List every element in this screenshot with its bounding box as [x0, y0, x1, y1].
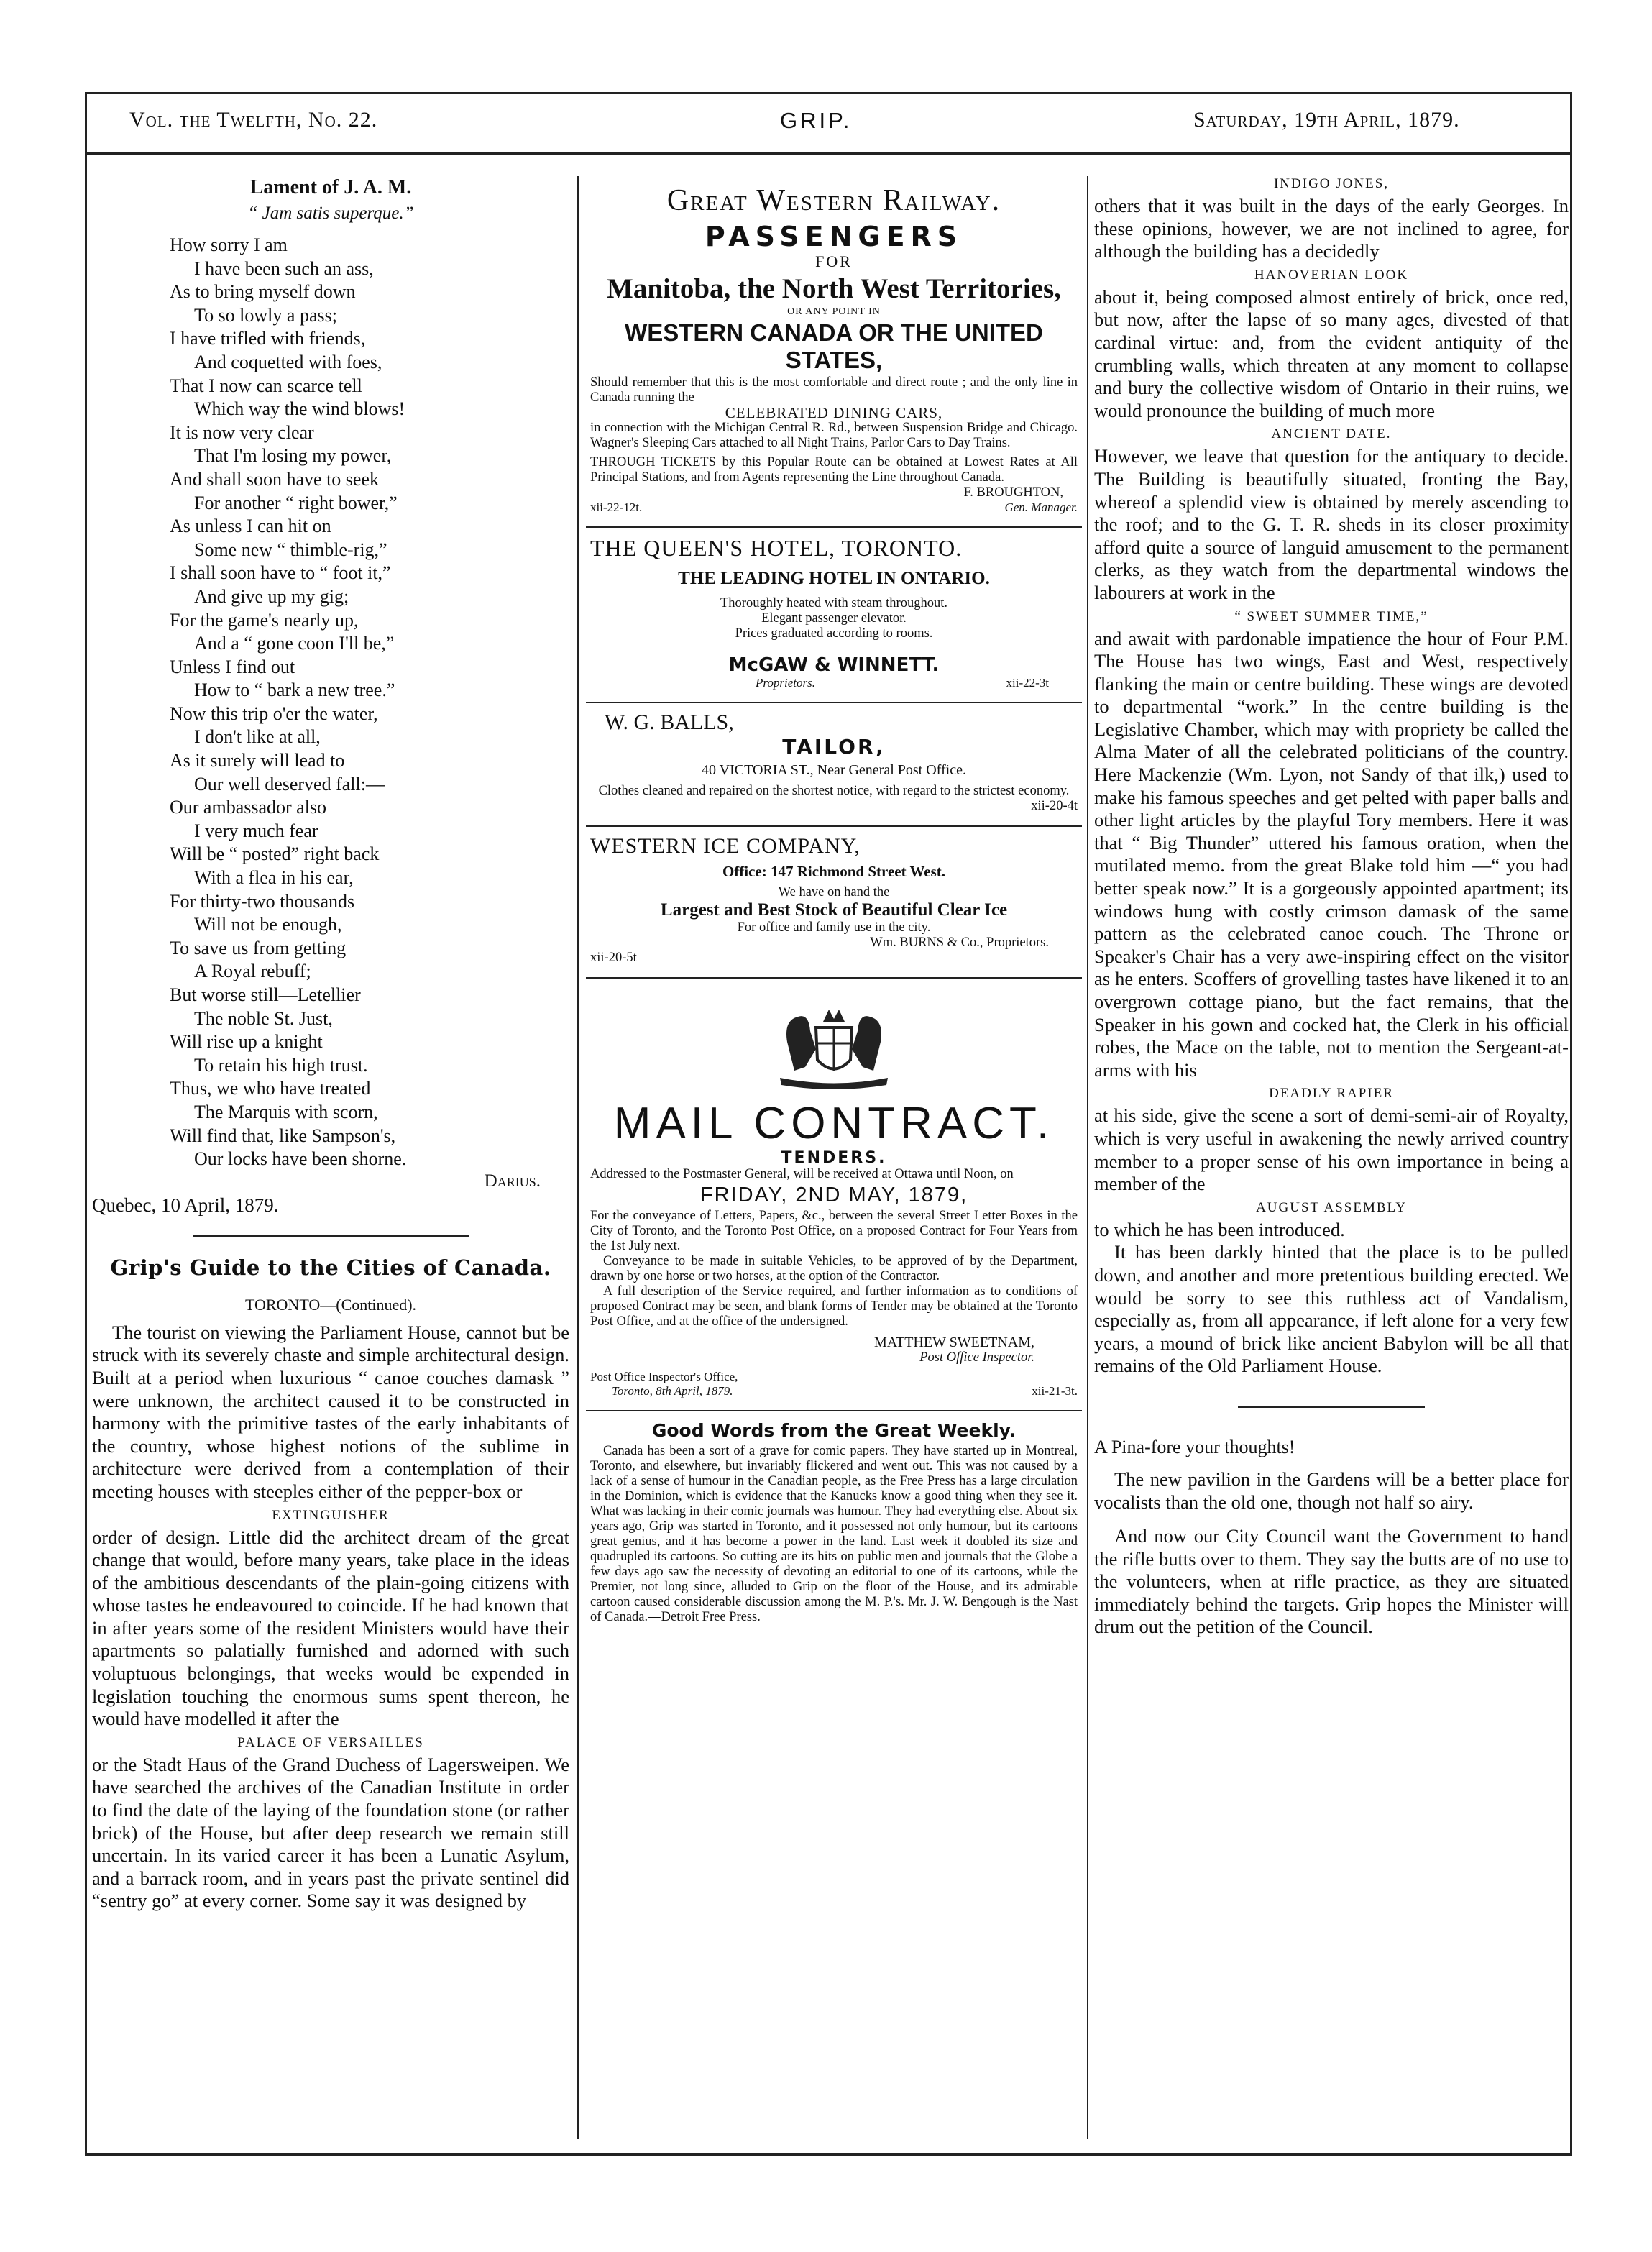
ad-balls-tailor	[586, 703, 1082, 827]
paragraph-1: others that it was built in the days of the early Georges. In these opinions, however, we are not inclined to agree, for although the building has a decidedly	[1094, 195, 1569, 262]
ice-office: Office: 147 Richmond Street West.	[722, 863, 946, 880]
gw-dining-cars: CELEBRATED DINING CARS,	[725, 404, 943, 421]
poem-body	[92, 234, 569, 1171]
ice-have: We have on hand the	[778, 885, 890, 900]
caps-sweet-summer: “ SWEET SUMMER TIME,”	[1234, 608, 1428, 624]
poem-line: To so lowly a pass;	[194, 304, 337, 326]
good-words-title: Good Words from the Great Weekly.	[651, 1420, 1017, 1441]
note-title: A Pina-fore your thoughts!	[1094, 1436, 1295, 1457]
caps-august-assembly: AUGUST ASSEMBLY	[1256, 1199, 1407, 1215]
caps-ancient: ANCIENT DATE.	[1271, 426, 1392, 442]
paragraph-7: It has been darkly hinted that the place is to be pulled down, and another and more pretentious building erected. We would be sorry to see this ruthless act of Vandalism, especially as, from all appearance, if left alone for a very few years, a mound of brick like ancient Babylon will be all that remains of the Old Parliament House.	[1094, 1241, 1569, 1377]
mail-paragraph-2: For the conveyance of Letters, Papers, &c., between the several Street Letter Boxes in the City of Toronto, and the Toronto Post Office, on a proposed Contract for Four Years from the 1st July next.	[590, 1209, 1078, 1253]
poem-line: Will find that, like Sampson's,	[170, 1125, 396, 1146]
mail-role: Post Office Inspector.	[919, 1350, 1034, 1365]
mail-footer	[590, 1370, 1078, 1384]
frame-right	[1570, 92, 1572, 2156]
mail-paragraph-1: Addressed to the Postmaster General, will be received at Ottawa until Noon, on	[590, 1167, 1014, 1181]
hotel-leading: THE LEADING HOTEL IN ONTARIO.	[678, 569, 990, 588]
column-advertisements	[586, 176, 1082, 2139]
mail-contract-title: MAIL CONTRACT.	[613, 1099, 1055, 1148]
gw-footer	[590, 500, 1078, 515]
hotel-code: xii-22-3t	[1006, 676, 1049, 690]
mail-paragraph-3: Conveyance to be made in suitable Vehicles, to be approved of by the Department, drawn by one horse or two horses, at the option of the Contractor.	[590, 1254, 1078, 1283]
guide-subtitle: TORONTO—(Continued).	[244, 1295, 417, 1314]
poem-line: I have been such an ass,	[194, 257, 374, 279]
paragraph-2: about it, being composed almost entirely of brick, once red, but now, after the lapse of so many ages, divested of that cardinal virtue: and, from the evident antiquity of the crumbling walls, which threaten at any moment to collapse and bury the collective wisdom of Ontario in their ruins, we would pronounce the building of much more	[1094, 285, 1569, 421]
ice-largest: Largest and Best Stock of Beautiful Clear Ice	[660, 900, 1008, 920]
poem-line: To save us from getting	[170, 937, 347, 958]
poem-line: Some new “ thimble-rig,”	[194, 539, 387, 560]
mail-date-line: Toronto, 8th April, 1879.	[612, 1384, 733, 1398]
mail-date: FRIDAY, 2ND MAY, 1879,	[699, 1184, 968, 1207]
ice-code: xii-20-5t	[590, 951, 637, 965]
poem-line: With a flea in his ear,	[194, 867, 354, 889]
poem-line: Our ambassador also	[170, 797, 327, 818]
poem-line: Our locks have been shorne.	[194, 1148, 407, 1170]
hotel-line-1: Thoroughly heated with steam throughout.	[720, 596, 947, 610]
hotel-line-2: Elegant passenger elevator.	[761, 611, 907, 626]
poem-dateline: Quebec, 10 April, 1879.	[92, 1194, 279, 1216]
tailor-address: 40 VICTORIA ST., Near General Post Office.	[702, 762, 966, 778]
poem-line: For thirty-two thousands	[170, 890, 355, 912]
poem-line: I have trifled with friends,	[170, 328, 366, 349]
poem-line: Will rise up a knight	[170, 1031, 323, 1053]
poem-line: That I now can scarce tell	[170, 375, 362, 396]
gw-paragraph-3: THROUGH TICKETS by this Popular Route can be obtained at Lowest Rates at All Principal Stations, and from Agents representing the Line throughout Canada.	[590, 455, 1078, 485]
poem-line: Our well deserved fall:—	[194, 773, 385, 795]
poem-line: And give up my gig;	[194, 585, 349, 607]
poem-line: A Royal rebuff;	[194, 961, 311, 982]
note-paragraph-1: The new pavilion in the Gardens will be a better place for vocalists than the old one, though not half so airy.	[1094, 1468, 1569, 1513]
ice-for: For office and family use in the city.	[737, 920, 931, 935]
guide-paragraph-3: or the Stadt Haus of the Grand Duchess of Lagersweipen. We have searched the archives of the Canadian Institute in order to find the date of the laying of the foundation stone (or rather brick) of the House, but after deep research we remain still uncertain. In its varied career it has been a Lunatic Asylum, and a barrack room, and in years past the private sentinel did “sentry go” at every corner. Some say it was designed by	[92, 1753, 569, 1912]
paragraph-3: However, we leave that question for the antiquary to decide. The Building is beautifully situated, fronting the Bay, whereof a splendid view is obtained by merely ascending to the roof; and to the G. T. R. sheds in its closer proximity afford quite a source of languid amusement to the permanent clerks, as they watch from the departmental windows the labourers at work in the	[1094, 445, 1569, 603]
guide-paragraph-1: The tourist on viewing the Parliament House, cannot but be struck with its severely chaste and simple architectural design. Built at a period when luxurious “ canoe couches damask ” were unknown, the architect caused it to be constructed in harmony with the primitive tastes of the early inhabitants of the country, whose highest notions of the sublime in architecture were derived from a contemplation of their meeting houses with steeples either of the pepper-box or	[92, 1321, 569, 1502]
poem-line: As unless I can hit on	[170, 516, 331, 537]
column-left	[92, 176, 569, 2139]
good-words-paragraph: Canada has been a sort of a grave for comic papers. They have started up in Montreal, Toronto, and elsewhere, but invariably flickered and went out. This was not caused by a lack of a sense of humour in the Canadian people, as the Free Press has a large circulation in the Dominion, which is evidence that the Kanucks know a good thing when they see it. What was lacking in their comic journals was humour. They had everything else. About six years ago, Grip was started in Toronto, and it possessed not only humour, but its cartoons great genius, and it has become a power in the land. Last week it doubled its size and quadrupled its cartoons. So cutting are its hits on public men and journals that the Globe a few days ago saw the necessity of devoting an editorial to one of its cartoons, while the Premier, not long since, alluded to Grip on the floor of the House, and its admirable cartoon caused considerable discussion among the M. P.'s. Mr. J. W. Bengough is the Nast of Canada.—Detroit Free Press.	[590, 1444, 1078, 1624]
caps-deadly-rapier: DEADLY RAPIER	[1269, 1086, 1394, 1102]
mail-tenders: TENDERS.	[781, 1149, 887, 1167]
gw-passengers: PASSENGERS	[705, 221, 963, 252]
gw-or-any-point: OR ANY POINT IN	[787, 306, 881, 317]
caps-indigo-jones: INDIGO JONES,	[1273, 176, 1390, 191]
mail-footer-2	[590, 1384, 1078, 1399]
poem-line: Which way the wind blows!	[194, 398, 405, 420]
mail-paragraph-4: A full description of the Service required, and further information as to conditions of proposed Contract may be seen, and blank forms of Tender may be obtained at the Toronto Post Office, and at the office of the undersigned.	[590, 1284, 1078, 1329]
hotel-role: Proprietors.	[756, 676, 815, 690]
poem-line: I shall soon have to “ foot it,”	[170, 562, 391, 584]
ice-proprietors: Wm. BURNS & Co., Proprietors.	[870, 935, 1049, 950]
poem-epigraph: “ Jam satis superque.”	[247, 203, 414, 223]
tailor-trade: TAILOR,	[782, 735, 886, 759]
poem-line: Will be “ posted” right back	[170, 843, 380, 865]
note-paragraph-2: And now our City Council want the Government to hand the rifle butts over to them. They say the butts are of no use to the volunteers, when at rifle practice, as they are situated immediately behind the targets. Grip hopes the Minister will drum out the petition of the Council.	[1094, 1525, 1569, 1638]
column-divider-2	[1087, 176, 1088, 2139]
ad-great-western	[586, 176, 1082, 528]
masthead: GRIP.	[780, 108, 853, 133]
poem-line: For the game's nearly up,	[170, 609, 359, 631]
poem-line: And a “ gone coon I'll be,”	[194, 633, 395, 654]
poem-line: Unless I find out	[170, 656, 295, 677]
header-top-rule	[85, 92, 1571, 94]
gw-title: Great Western Railway.	[666, 184, 1001, 217]
poem-line: It is now very clear	[170, 421, 314, 443]
tailor-name: W. G. BALLS,	[605, 710, 734, 734]
poem-line: And coquetted with foes,	[194, 351, 382, 372]
hotel-proprietors: McGAW & WINNETT.	[728, 654, 940, 676]
ad-western-ice	[586, 827, 1082, 979]
gw-for: FOR	[815, 252, 853, 270]
section-separator	[1238, 1406, 1425, 1408]
hotel-title: THE QUEEN'S HOTEL, TORONTO.	[590, 535, 963, 561]
poem-signature: Darius.	[484, 1171, 541, 1191]
header-bottom-rule	[85, 152, 1571, 155]
mail-code: xii-21-3t.	[1032, 1384, 1078, 1398]
guide-caps-extinguisher: EXTINGUISHER	[272, 1507, 390, 1523]
paragraph-5: at his side, give the scene a sort of demi-semi-air of Royalty, which is very useful in awakening the newly arrived country member to a proper sense of his own importance in being a member of the	[1094, 1104, 1569, 1195]
poem-line: Now this trip o'er the water,	[170, 702, 378, 724]
poem-line: The noble St. Just,	[194, 1007, 333, 1029]
ad-mail-contract	[586, 979, 1082, 1411]
guide-paragraph-2: order of design. Little did the architect dream of the great change that would, before many years, take place in the ideas of the ambitious descendants of the plain-going citizens with whose tastes he endeavoured to coincide. If he had known that in after years some of the resident Ministers would have their apartments so palatially furnished and adorned with such voluptuous belongings, that weeks would be expended in legislation touching the enormous sums spent thereon, he would have modelled it after the	[92, 1526, 569, 1730]
guide-title: Grip's Guide to the Cities of Canada.	[110, 1255, 551, 1280]
gw-manitoba: Manitoba, the North West Territories,	[607, 273, 1061, 304]
mail-office: Post Office Inspector's Office,	[590, 1370, 738, 1383]
poem-line: As to bring myself down	[170, 281, 356, 303]
poem-line: That I'm losing my power,	[194, 445, 392, 467]
frame-left	[85, 92, 87, 2156]
paragraph-6: to which he has been introduced.	[1094, 1218, 1345, 1240]
poem-line: I very much fear	[194, 820, 318, 841]
paragraph-4: and await with pardonable impatience the hour of Four P.M. The House has two wings, East and West, respectively flanking the main or centre building. These wings are devoted to departmental “work.” In the centre building is the Legislative Chamber, which may with propriety be called the Alma Mater of all the celebrated politicians of the country. Here Mackenzie (Wm. Lyon, not Sandy of that ilk,) used to make his famous speeches and get pelted with paper balls and other light articles by the playful Tory members. Here it was that “ Big Thunder” uttered his famous oration, when the mutilated memo. from the great Blake told him —“ you had better speak now.” It is a gorgeously appointed apartment; its windows hung with costly crimson damask of the same pattern as the celebrated canoe couch. The Throne or Speaker's Chair has a very awe-inspiring effect on the visitor as he enters. Scoffers of grovelling tastes have likened it to an overgrown cottage piano, but the fact remains, that the Speaker in his gown and cocked hat, the Clerk in his official robes, the Mace on the table, not to mention the Sergeant-at-arms with his	[1094, 627, 1569, 1081]
gw-role: Gen. Manager.	[1004, 500, 1078, 514]
poem-line: Will not be enough,	[194, 914, 342, 935]
volume-line: Vol. the Twelfth, No. 22.	[129, 108, 378, 132]
section-separator	[193, 1235, 469, 1237]
poem-line: To retain his high trust.	[194, 1054, 368, 1076]
poem-line: How to “ bark a new tree.”	[194, 679, 395, 701]
gw-code: xii-22-12t.	[590, 500, 643, 514]
ice-title: WESTERN ICE COMPANY,	[590, 834, 861, 858]
poem-line: As it surely will lead to	[170, 750, 345, 772]
poem-line: I don't like at all,	[194, 726, 321, 748]
good-words-section	[586, 1411, 1082, 1629]
column-divider-1	[577, 176, 579, 2139]
gw-paragraph-1: Should remember that this is the most comfortable and direct route ; and the only line in Canada running the	[590, 375, 1078, 405]
poem-title: Lament of J. A. M.	[249, 176, 412, 198]
royal-coat-of-arms-icon	[766, 999, 902, 1092]
gw-signature: F. BROUGHTON,	[963, 485, 1063, 500]
poem-line: And shall soon have to seek	[170, 468, 380, 490]
tailor-description: Clothes cleaned and repaired on the shortest notice, with regard to the strictest economy.	[598, 784, 1070, 798]
poem-line: How sorry I am	[170, 234, 288, 255]
issue-date: Saturday, 19th April, 1879.	[1193, 108, 1460, 132]
mail-signature: MATTHEW SWEETNAM,	[874, 1335, 1034, 1350]
poem-line: But worse still—Letellier	[170, 984, 361, 1005]
column-right	[1094, 176, 1569, 2139]
gw-western-canada: WESTERN CANADA OR THE UNITED STATES,	[625, 319, 1043, 373]
poem-line: The Marquis with scorn,	[194, 1101, 378, 1122]
poem-line: For another “ right bower,”	[194, 492, 398, 513]
caps-hanoverian: HANOVERIAN LOOK	[1254, 267, 1409, 283]
hotel-line-3: Prices graduated according to rooms.	[735, 626, 933, 641]
guide-caps-versailles: PALACE OF VERSAILLES	[237, 1734, 424, 1750]
ad-queens-hotel	[586, 528, 1082, 703]
hotel-footer	[590, 676, 1078, 690]
tailor-code: xii-20-4t	[1031, 799, 1078, 813]
poem-line: Thus, we who have treated	[170, 1078, 371, 1099]
gw-paragraph-2: in connection with the Michigan Central R. Rd., between Suspension Bridge and Chicago. Wagner's Sleeping Cars attached to all Night Trains, Parlor Cars to Day Trains.	[590, 421, 1078, 450]
frame-bottom	[85, 2153, 1572, 2156]
